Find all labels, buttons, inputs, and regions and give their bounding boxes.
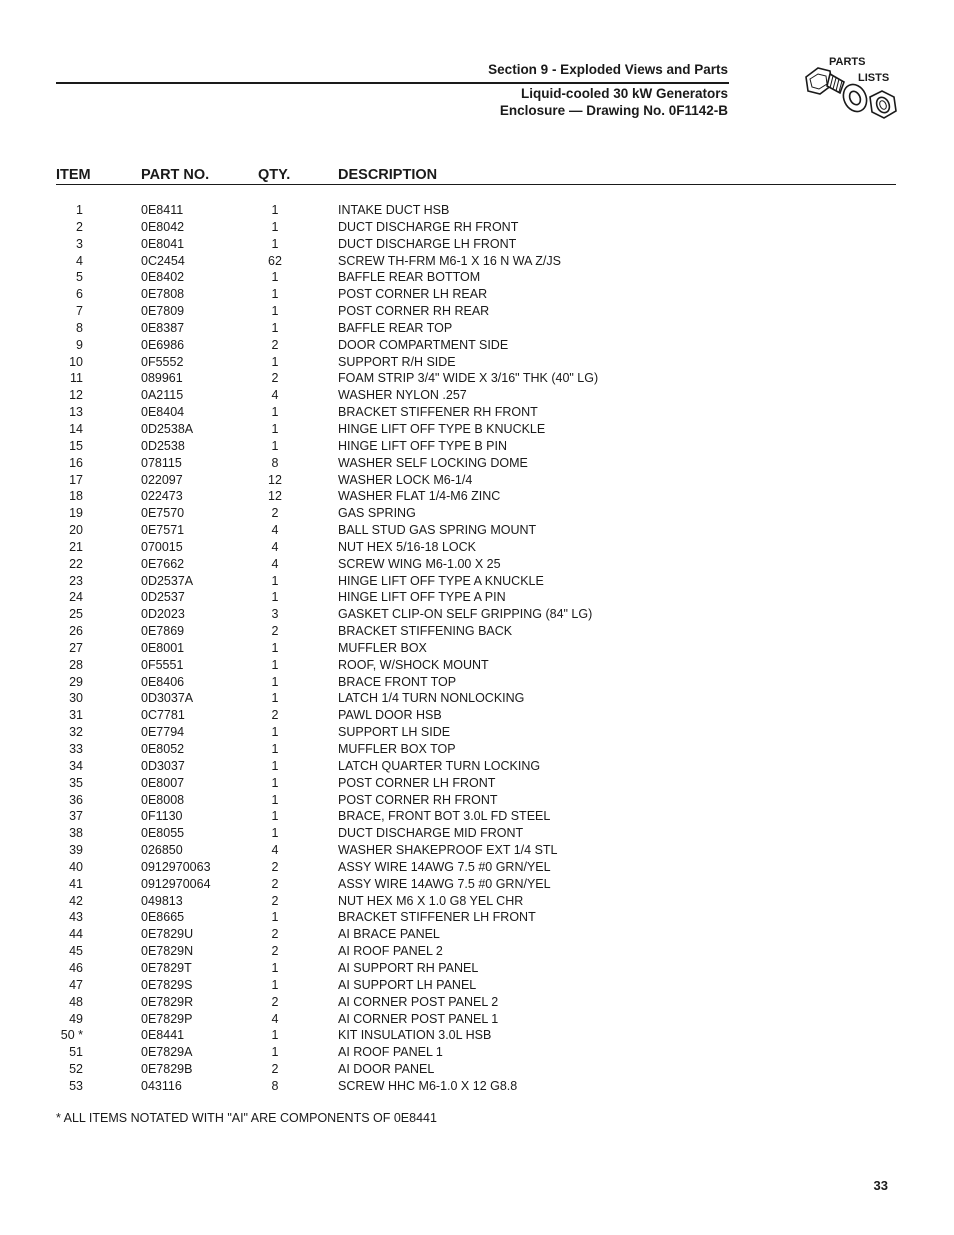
quantity: 4 xyxy=(271,539,279,554)
item-number: 32 xyxy=(69,725,83,740)
description: SCREW HHC M6-1.0 X 12 G8.8 xyxy=(338,1078,518,1093)
description: LATCH QUARTER TURN LOCKING xyxy=(338,758,541,773)
column-header-item: ITEM xyxy=(56,167,91,183)
table-row xyxy=(0,253,954,270)
quantity: 1 xyxy=(271,438,279,453)
part-number: 0E8052 xyxy=(141,742,185,756)
item-number: 23 xyxy=(69,573,83,588)
item-number: 31 xyxy=(69,708,83,723)
quantity: 8 xyxy=(271,1078,279,1093)
parts-table-body xyxy=(0,202,954,1095)
quantity: 4 xyxy=(271,523,279,538)
description: HINGE LIFT OFF TYPE A KNUCKLE xyxy=(338,573,544,588)
description: ASSY WIRE 14AWG 7.5 #0 GRN/YEL xyxy=(338,876,551,891)
item-number: 28 xyxy=(69,657,83,672)
item-number: 11 xyxy=(70,371,83,386)
item-number: 29 xyxy=(69,674,83,689)
description: DUCT DISCHARGE MID FRONT xyxy=(338,826,524,841)
description: AI BRACE PANEL xyxy=(338,927,440,942)
quantity: 1 xyxy=(271,826,279,841)
part-number: 0E7829N xyxy=(141,944,194,959)
description: BRACE FRONT TOP xyxy=(338,674,457,689)
quantity: 1 xyxy=(271,1028,279,1043)
item-number: 1 xyxy=(76,203,83,217)
description: HINGE LIFT OFF TYPE B PIN xyxy=(338,438,508,453)
item-number: 40 xyxy=(69,859,83,874)
part-number: 0E8665 xyxy=(141,910,185,925)
item-number: 33 xyxy=(69,742,83,756)
description: PAWL DOOR HSB xyxy=(338,708,442,723)
item-number: 18 xyxy=(69,489,83,504)
table-row xyxy=(0,926,954,943)
item-number: 8 xyxy=(76,320,83,335)
description: POST CORNER RH REAR xyxy=(338,304,490,319)
part-number: 0E7829A xyxy=(141,1045,193,1060)
part-number: 089961 xyxy=(141,371,183,386)
quantity: 1 xyxy=(271,657,279,672)
table-row xyxy=(0,707,954,724)
part-number: 0E7808 xyxy=(141,287,185,302)
column-header-part-no: PART NO. xyxy=(141,167,210,183)
quantity: 2 xyxy=(271,1062,279,1077)
item-number: 3 xyxy=(76,236,83,251)
part-number: 0E8001 xyxy=(141,640,185,655)
description: AI CORNER POST PANEL 1 xyxy=(338,1011,499,1026)
table-row xyxy=(0,573,954,590)
part-number: 0912970063 xyxy=(141,859,211,874)
table-row xyxy=(0,286,954,303)
part-number: 0E7571 xyxy=(141,523,185,538)
quantity: 1 xyxy=(271,421,279,436)
description: WASHER LOCK M6-1/4 xyxy=(338,472,473,487)
column-header-qty: QTY. xyxy=(258,167,291,183)
table-row xyxy=(0,589,954,606)
item-number: 12 xyxy=(69,388,83,403)
table-row xyxy=(0,1011,954,1028)
item-number: 46 xyxy=(69,960,83,975)
quantity: 2 xyxy=(271,708,279,723)
item-number: 13 xyxy=(69,405,83,420)
table-row xyxy=(0,320,954,337)
page-header xyxy=(0,0,954,140)
item-number: 25 xyxy=(69,607,83,622)
quantity: 2 xyxy=(271,927,279,942)
part-number: 0E8007 xyxy=(141,775,185,790)
description: KIT INSULATION 3.0L HSB xyxy=(338,1028,492,1043)
table-row xyxy=(0,219,954,236)
item-number: 14 xyxy=(69,421,83,436)
part-number: 0E8441 xyxy=(141,1028,185,1043)
item-number: 10 xyxy=(69,354,83,369)
quantity: 1 xyxy=(271,977,279,992)
item-number: 19 xyxy=(69,506,83,521)
part-number: 0D2538A xyxy=(141,421,194,436)
item-number: 6 xyxy=(76,287,83,302)
item-number: 17 xyxy=(69,472,83,487)
table-row xyxy=(0,690,954,707)
item-number: 22 xyxy=(69,556,83,571)
table-row xyxy=(0,488,954,505)
part-number: 0E8402 xyxy=(141,270,185,285)
table-row xyxy=(0,792,954,809)
description: ROOF, W/SHOCK MOUNT xyxy=(338,657,489,672)
part-number: 0E7829U xyxy=(141,927,194,942)
table-row xyxy=(0,808,954,825)
item-number: 45 xyxy=(69,944,83,959)
part-number: 0E7829P xyxy=(141,1011,193,1026)
table-row xyxy=(0,623,954,640)
description: NUT HEX M6 X 1.0 G8 YEL CHR xyxy=(338,893,524,908)
description: AI SUPPORT RH PANEL xyxy=(338,960,479,975)
parts-lists-logo xyxy=(800,55,900,130)
item-number: 44 xyxy=(69,927,83,942)
description: AI SUPPORT LH PANEL xyxy=(338,977,477,992)
quantity: 2 xyxy=(271,944,279,959)
page-number: 33 xyxy=(873,1178,888,1193)
logo-text-parts: PARTS xyxy=(829,56,866,68)
table-row xyxy=(0,387,954,404)
description: BRACKET STIFFENER LH FRONT xyxy=(338,910,536,925)
part-number: 0E6986 xyxy=(141,337,185,352)
part-number: 0E7829R xyxy=(141,994,194,1009)
description: SUPPORT LH SIDE xyxy=(338,725,451,740)
part-number: 0E7829T xyxy=(141,960,192,975)
item-number: 27 xyxy=(69,640,83,655)
part-number: 0D2537A xyxy=(141,573,194,588)
quantity: 2 xyxy=(271,624,279,639)
item-number: 53 xyxy=(69,1078,83,1093)
part-number: 0E8042 xyxy=(141,219,185,234)
part-number: 0C2454 xyxy=(141,253,185,268)
quantity: 2 xyxy=(271,893,279,908)
table-row xyxy=(0,943,954,960)
part-number: 0F5552 xyxy=(141,354,184,369)
description: WASHER FLAT 1/4-M6 ZINC xyxy=(338,489,501,504)
item-number: 35 xyxy=(69,775,83,790)
table-row xyxy=(0,640,954,657)
quantity: 3 xyxy=(271,607,279,622)
description: POST CORNER LH FRONT xyxy=(338,775,496,790)
table-row xyxy=(0,1044,954,1061)
table-row xyxy=(0,842,954,859)
quantity: 12 xyxy=(268,472,282,487)
table-row xyxy=(0,724,954,741)
quantity: 1 xyxy=(271,354,279,369)
description: INTAKE DUCT HSB xyxy=(338,203,450,217)
quantity: 1 xyxy=(271,725,279,740)
description: GAS SPRING xyxy=(338,506,416,521)
item-number: 36 xyxy=(69,792,83,807)
part-number: 0D2537 xyxy=(141,590,185,605)
part-number: 049813 xyxy=(141,893,183,908)
part-number: 0E7829S xyxy=(141,977,193,992)
item-number: 15 xyxy=(69,438,83,453)
table-row xyxy=(0,960,954,977)
table-row xyxy=(0,354,954,371)
table-row xyxy=(0,404,954,421)
quantity: 2 xyxy=(271,876,279,891)
part-number: 0D3037A xyxy=(141,691,194,706)
quantity: 2 xyxy=(271,506,279,521)
table-row xyxy=(0,269,954,286)
description: AI DOOR PANEL xyxy=(338,1062,435,1077)
document-subtitle: Liquid-cooled 30 kW Generators xyxy=(520,86,728,101)
quantity: 1 xyxy=(271,742,279,756)
column-header-description: DESCRIPTION xyxy=(338,167,438,183)
part-number: 0E7570 xyxy=(141,506,185,521)
table-row xyxy=(0,202,954,219)
item-number: 26 xyxy=(69,624,83,639)
table-row xyxy=(0,859,954,876)
part-number: 0E7809 xyxy=(141,304,185,319)
description: HINGE LIFT OFF TYPE B KNUCKLE xyxy=(338,421,546,436)
description: POST CORNER LH REAR xyxy=(338,287,488,302)
description: NUT HEX 5/16-18 LOCK xyxy=(338,539,477,554)
description: HINGE LIFT OFF TYPE A PIN xyxy=(338,590,506,605)
table-row xyxy=(0,825,954,842)
table-row xyxy=(0,438,954,455)
part-number: 0E8041 xyxy=(141,236,185,251)
part-number: 0E7794 xyxy=(141,725,185,740)
item-number: 50 * xyxy=(60,1028,83,1043)
description: GASKET CLIP-ON SELF GRIPPING (84" LG) xyxy=(338,607,593,622)
description: WASHER SELF LOCKING DOME xyxy=(338,455,528,470)
quantity: 1 xyxy=(271,270,279,285)
quantity: 1 xyxy=(271,203,279,217)
description: POST CORNER RH FRONT xyxy=(338,792,498,807)
description: ASSY WIRE 14AWG 7.5 #0 GRN/YEL xyxy=(338,859,551,874)
description: DOOR COMPARTMENT SIDE xyxy=(338,337,509,352)
section-title: Section 9 - Exploded Views and Parts xyxy=(488,62,728,77)
footnote: * ALL ITEMS NOTATED WITH "AI" ARE COMPONENTS OF 0E8441 xyxy=(56,1111,437,1125)
quantity: 1 xyxy=(271,691,279,706)
item-number: 7 xyxy=(76,304,83,319)
description: BRACKET STIFFENING BACK xyxy=(338,624,513,639)
item-number: 48 xyxy=(69,994,83,1009)
item-number: 38 xyxy=(69,826,83,841)
item-number: 52 xyxy=(69,1062,83,1077)
item-number: 20 xyxy=(69,523,83,538)
item-number: 47 xyxy=(69,977,83,992)
description: AI ROOF PANEL 1 xyxy=(338,1045,443,1060)
table-header xyxy=(56,167,896,185)
part-number: 0E7869 xyxy=(141,624,185,639)
quantity: 12 xyxy=(268,489,282,504)
quantity: 4 xyxy=(271,843,279,858)
table-row xyxy=(0,1061,954,1078)
part-number: 0A2115 xyxy=(141,388,184,403)
table-row xyxy=(0,876,954,893)
quantity: 1 xyxy=(271,304,279,319)
quantity: 1 xyxy=(271,219,279,234)
table-row xyxy=(0,977,954,994)
quantity: 1 xyxy=(271,809,279,824)
description: DUCT DISCHARGE RH FRONT xyxy=(338,219,519,234)
quantity: 62 xyxy=(268,253,282,268)
table-row xyxy=(0,1078,954,1095)
description: WASHER SHAKEPROOF EXT 1/4 STL xyxy=(338,843,558,858)
table-row xyxy=(0,337,954,354)
description: AI ROOF PANEL 2 xyxy=(338,944,443,959)
description: BALL STUD GAS SPRING MOUNT xyxy=(338,523,537,538)
description: BAFFLE REAR TOP xyxy=(338,320,453,335)
part-number: 0E8008 xyxy=(141,792,185,807)
item-number: 30 xyxy=(69,691,83,706)
description: BAFFLE REAR BOTTOM xyxy=(338,270,481,285)
quantity: 1 xyxy=(271,1045,279,1060)
description: AI CORNER POST PANEL 2 xyxy=(338,994,499,1009)
quantity: 2 xyxy=(271,371,279,386)
quantity: 1 xyxy=(271,758,279,773)
item-number: 4 xyxy=(76,253,83,268)
description: BRACE, FRONT BOT 3.0L FD STEEL xyxy=(338,809,551,824)
table-row xyxy=(0,657,954,674)
table-row xyxy=(0,522,954,539)
drawing-number: Enclosure — Drawing No. 0F1142-B xyxy=(499,103,728,118)
table-row xyxy=(0,741,954,758)
part-number: 022473 xyxy=(141,489,183,504)
description: SUPPORT R/H SIDE xyxy=(338,354,456,369)
table-row xyxy=(0,893,954,910)
part-number: 0C7781 xyxy=(141,708,185,723)
logo-text-lists: LISTS xyxy=(858,72,890,84)
part-number: 0D2023 xyxy=(141,607,185,622)
table-row xyxy=(0,539,954,556)
description: SCREW TH-FRM M6-1 X 16 N WA Z/JS xyxy=(338,253,561,268)
quantity: 1 xyxy=(271,674,279,689)
part-number: 0D2538 xyxy=(141,438,185,453)
quantity: 4 xyxy=(271,1011,279,1026)
part-number: 0E7829B xyxy=(141,1062,193,1077)
table-row xyxy=(0,455,954,472)
quantity: 1 xyxy=(271,287,279,302)
table-row xyxy=(0,370,954,387)
quantity: 1 xyxy=(271,573,279,588)
item-number: 39 xyxy=(69,843,83,858)
table-row xyxy=(0,1027,954,1044)
item-number: 16 xyxy=(69,455,83,470)
part-number: 0E7662 xyxy=(141,556,185,571)
item-number: 2 xyxy=(76,219,83,234)
item-number: 41 xyxy=(69,876,83,891)
part-number: 0912970064 xyxy=(141,876,211,891)
quantity: 1 xyxy=(271,775,279,790)
part-number: 0E8387 xyxy=(141,320,185,335)
part-number: 070015 xyxy=(141,539,183,554)
part-number: 0F5551 xyxy=(141,657,184,672)
quantity: 2 xyxy=(271,337,279,352)
description: WASHER NYLON .257 xyxy=(338,388,467,403)
part-number: 022097 xyxy=(141,472,183,487)
description: DUCT DISCHARGE LH FRONT xyxy=(338,236,517,251)
quantity: 1 xyxy=(271,960,279,975)
table-row xyxy=(0,775,954,792)
item-number: 43 xyxy=(69,910,83,925)
item-number: 42 xyxy=(69,893,83,908)
part-number: 0D3037 xyxy=(141,758,185,773)
item-number: 21 xyxy=(69,539,83,554)
description: BRACKET STIFFENER RH FRONT xyxy=(338,405,538,420)
table-row xyxy=(0,556,954,573)
part-number: 078115 xyxy=(141,455,182,470)
item-number: 49 xyxy=(69,1011,83,1026)
table-row xyxy=(0,994,954,1011)
description: MUFFLER BOX xyxy=(338,640,427,655)
quantity: 8 xyxy=(271,455,279,470)
table-row xyxy=(0,236,954,253)
quantity: 1 xyxy=(271,320,279,335)
item-number: 5 xyxy=(76,270,83,285)
item-number: 24 xyxy=(69,590,83,605)
part-number: 0E8406 xyxy=(141,674,185,689)
quantity: 2 xyxy=(271,859,279,874)
quantity: 1 xyxy=(271,792,279,807)
quantity: 1 xyxy=(271,590,279,605)
item-number: 34 xyxy=(69,758,83,773)
part-number: 026850 xyxy=(141,843,183,858)
item-number: 37 xyxy=(69,809,83,824)
table-row xyxy=(0,505,954,522)
item-number: 51 xyxy=(69,1045,83,1060)
quantity: 4 xyxy=(271,556,279,571)
table-row xyxy=(0,758,954,775)
description: LATCH 1/4 TURN NONLOCKING xyxy=(338,691,525,706)
quantity: 1 xyxy=(271,640,279,655)
table-row xyxy=(0,472,954,489)
table-row xyxy=(0,909,954,926)
description: FOAM STRIP 3/4" WIDE X 3/16" THK (40" LG) xyxy=(338,371,599,386)
quantity: 2 xyxy=(271,994,279,1009)
quantity: 1 xyxy=(271,405,279,420)
quantity: 4 xyxy=(271,388,279,403)
table-row xyxy=(0,421,954,438)
description: SCREW WING M6-1.00 X 25 xyxy=(338,556,501,571)
part-number: 0E8404 xyxy=(141,405,185,420)
header-divider xyxy=(56,82,729,84)
item-number: 9 xyxy=(76,337,83,352)
part-number: 0F1130 xyxy=(141,809,183,824)
table-row xyxy=(0,303,954,320)
part-number: 0E8055 xyxy=(141,826,185,841)
part-number: 043116 xyxy=(141,1078,182,1093)
table-row xyxy=(0,674,954,691)
table-row xyxy=(0,606,954,623)
quantity: 1 xyxy=(271,236,279,251)
part-number: 0E8411 xyxy=(141,203,184,217)
description: MUFFLER BOX TOP xyxy=(338,742,456,756)
quantity: 1 xyxy=(271,910,279,925)
